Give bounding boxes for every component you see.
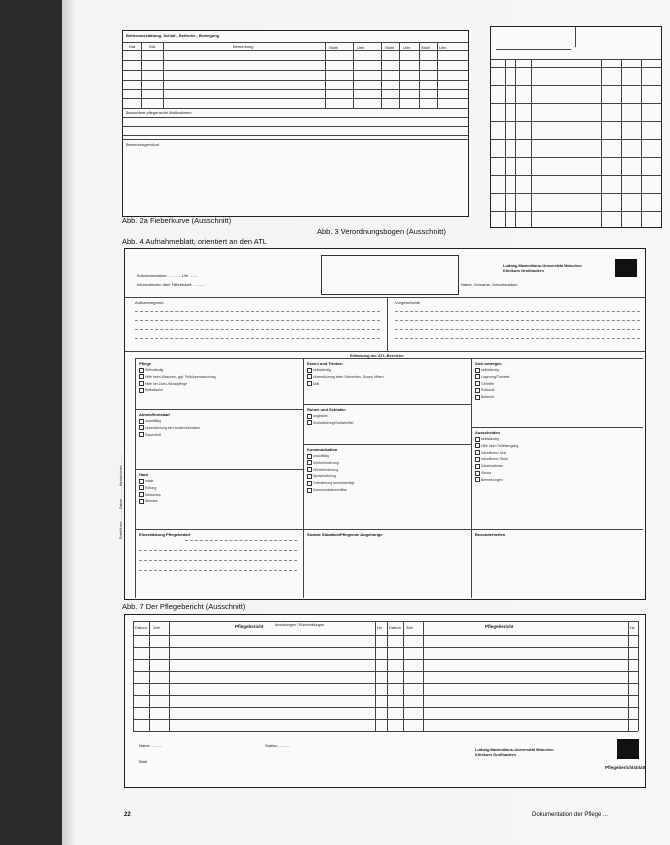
section-title: Ausscheiden xyxy=(475,430,500,435)
checkbox-item[interactable]: Hilfe beim Waschen, ggf. Teilkörperwaschung xyxy=(139,374,216,381)
section-title: Atmen/Kreislauf xyxy=(139,412,170,417)
checkbox-item[interactable]: ungestört xyxy=(307,413,353,420)
book-page xyxy=(62,0,670,845)
fig2a-small-col: Urin xyxy=(357,45,365,50)
checkbox-item[interactable]: Dauerkatheter xyxy=(475,463,518,470)
fig2a-small-col: Stuhl xyxy=(385,45,395,50)
report-col-hz-right: Hz xyxy=(630,625,635,630)
fig2a-small-col: Urin xyxy=(439,45,447,50)
checkbox-item[interactable]: Gehhilfe xyxy=(475,381,510,388)
atl-section-special xyxy=(475,532,505,538)
report-clinic-logo xyxy=(617,739,639,759)
checkbox-item[interactable]: Bettwäsche xyxy=(139,387,216,394)
checkbox-item[interactable]: Unterstützung bei Husten/Abhusten xyxy=(139,425,200,432)
report-col-hz: Hz xyxy=(377,625,382,630)
report-col-date-right: Datum xyxy=(389,625,401,630)
admission-sheet xyxy=(119,248,646,600)
section-title: Besonderheiten xyxy=(475,532,506,537)
checkbox-item[interactable]: Sprachstörung xyxy=(307,473,354,480)
vertical-signature: Erstellt von: .......... Datum: .......... Handzeichen: .......... xyxy=(119,453,123,539)
caption-fig2a: Abb. 2a Fieberkurve (Ausschnitt) xyxy=(122,216,232,225)
section-title: Ruhen und Schlafen xyxy=(307,407,346,412)
report-name-field: Name .......... xyxy=(139,743,162,748)
fig2a-col-remark: Bemerkung xyxy=(233,44,254,49)
report-form-title: Pflegeberichtsblatt xyxy=(605,765,646,770)
medical-history-label: Vorgeschichte xyxy=(395,300,421,305)
checkbox-item[interactable]: Schlafstörung/Schlafmittel xyxy=(307,420,353,427)
checkbox-item[interactable]: Stoma xyxy=(475,470,518,477)
patient-label-field xyxy=(321,255,459,295)
fever-chart-excerpt xyxy=(122,30,469,217)
atl-section-elimination xyxy=(475,430,518,484)
section-title: Sich bewegen xyxy=(475,361,502,366)
atl-section-eating xyxy=(307,361,384,387)
fig2a-interventions: Besondere pflegerische Maßnahmen xyxy=(126,110,192,115)
report-clinic-line2: Klinikum Großhadern xyxy=(475,752,516,757)
checkbox-item[interactable]: Dekubitus xyxy=(139,492,161,499)
clinic-logo xyxy=(615,259,637,277)
report-clinic-line1: Ludwig-Maximilians-Universität München xyxy=(475,747,554,752)
atl-section-mobility xyxy=(475,361,510,401)
fig2a-col-date: Dat. xyxy=(129,44,137,49)
report-station-field: Station .......... xyxy=(265,743,290,748)
checkbox-item[interactable]: Inkontinenz Urin xyxy=(475,450,518,457)
admission-info-field: Informationen über Hilfebedarf: ........... xyxy=(137,282,206,287)
atl-section-social xyxy=(307,532,382,538)
fig2a-remarks: Bemerkungen/Arzt xyxy=(126,142,160,147)
checkbox-item[interactable]: Diät xyxy=(307,381,384,388)
fig2a-col-time: Std. xyxy=(149,44,157,49)
report-page-field: Blatt xyxy=(139,759,148,764)
fig2a-small-col: Stuhl xyxy=(421,45,431,50)
report-col-time-right: Zeit xyxy=(406,625,413,630)
checkbox-item[interactable]: Hörbehinderung xyxy=(307,467,354,474)
checkbox-item[interactable]: unauffällig xyxy=(139,418,200,425)
atl-section-sleep xyxy=(307,407,353,427)
checkbox-item[interactable]: Sehbehinderung xyxy=(307,460,354,467)
admission-date-field: Aufnahmedatum: ........... Uhr ........ xyxy=(137,273,199,278)
atl-title: Erfassung der ATL-Bereiche xyxy=(350,353,404,358)
report-col-report-right: Pflegebericht xyxy=(485,624,514,629)
fig2a-small-col: Stuhl xyxy=(329,45,339,50)
report-col-time: Zeit xyxy=(153,625,160,630)
checkbox-item[interactable]: Bettruhe xyxy=(475,394,510,401)
checkbox-item[interactable]: unauffällig xyxy=(307,453,354,460)
checkbox-item[interactable]: Lagerung/Transfer xyxy=(475,374,510,381)
caption-fig3: Abb. 3 Verordnungsbogen (Ausschnitt) xyxy=(317,227,446,236)
checkbox-item[interactable]: Hilfe beim Toilettengang xyxy=(475,443,518,450)
checkbox-item[interactable]: Bemerkungen xyxy=(475,477,518,484)
checkbox-item[interactable]: Inkontinenz Stuhl xyxy=(475,456,518,463)
checkbox-item[interactable]: selbständig xyxy=(307,367,384,374)
atl-section-breathing xyxy=(139,412,200,438)
checkbox-item[interactable]: Hilfe bei Zahn-/Mundpflege xyxy=(139,381,216,388)
checkbox-item[interactable]: Sauerstoff xyxy=(139,432,200,439)
report-col-date: Datum xyxy=(135,625,147,630)
running-footer: Dokumentation der Pflege ... xyxy=(532,812,609,818)
fig2a-small-col: Urin xyxy=(403,45,411,50)
checkbox-item[interactable]: intakt xyxy=(139,478,161,485)
checkbox-item[interactable]: Rötung xyxy=(139,485,161,492)
clinic-name-line2: Klinikum Großhadern xyxy=(503,268,544,273)
checkbox-item[interactable]: selbständig xyxy=(475,367,510,374)
atl-section-care xyxy=(139,361,216,394)
caption-fig4: Abb. 4 Aufnahmeblatt, orientiert an den ATL xyxy=(122,237,267,246)
report-col-report: Pflegebericht xyxy=(235,624,264,629)
atl-section-assessment xyxy=(139,532,190,538)
section-title: Einschätzung Pflegebedarf xyxy=(139,532,191,537)
page-number: 22 xyxy=(124,812,131,818)
checkbox-item[interactable]: selbständig xyxy=(475,436,518,443)
reason-for-admission-label: Aufnahmegrund xyxy=(135,300,164,305)
atl-section-communication xyxy=(307,447,354,494)
checkbox-item[interactable]: Selbständig xyxy=(139,367,216,374)
clinic-name-line1: Ludwig-Maximilians-Universität München xyxy=(503,263,582,268)
checkbox-item[interactable]: Kommunikationshilfen xyxy=(307,487,354,494)
checkbox-item[interactable]: Orientierung beeinträchtigt xyxy=(307,480,354,487)
section-title: Pflege xyxy=(139,361,152,366)
nursing-report-sheet xyxy=(124,614,646,788)
atl-section-skin xyxy=(139,472,161,505)
patient-name-field: Name, Vorname, Geburtsdatum xyxy=(461,282,518,287)
checkbox-item[interactable]: Wunden xyxy=(139,498,161,505)
section-title: Kommunikation xyxy=(307,447,338,452)
section-title: Essen und Trinken xyxy=(307,361,343,366)
prescription-sheet-excerpt xyxy=(490,26,662,228)
fig2a-header: Bettenausstattung, Schlaf-, Bettruhe-, Bewegung xyxy=(126,33,220,38)
checkbox-item[interactable]: Unterstützung beim Schneiden, Dosen öffnen xyxy=(307,374,384,381)
section-title: Haut xyxy=(139,472,148,477)
report-col-note: Anordnungen / Rückmeldungen xyxy=(275,623,325,627)
section-title: Soziale Situation/Pflegende Angehörige xyxy=(307,532,383,537)
checkbox-item[interactable]: Rollstuhl xyxy=(475,387,510,394)
caption-fig7: Abb. 7 Der Pflegebericht (Ausschnitt) xyxy=(122,602,246,611)
